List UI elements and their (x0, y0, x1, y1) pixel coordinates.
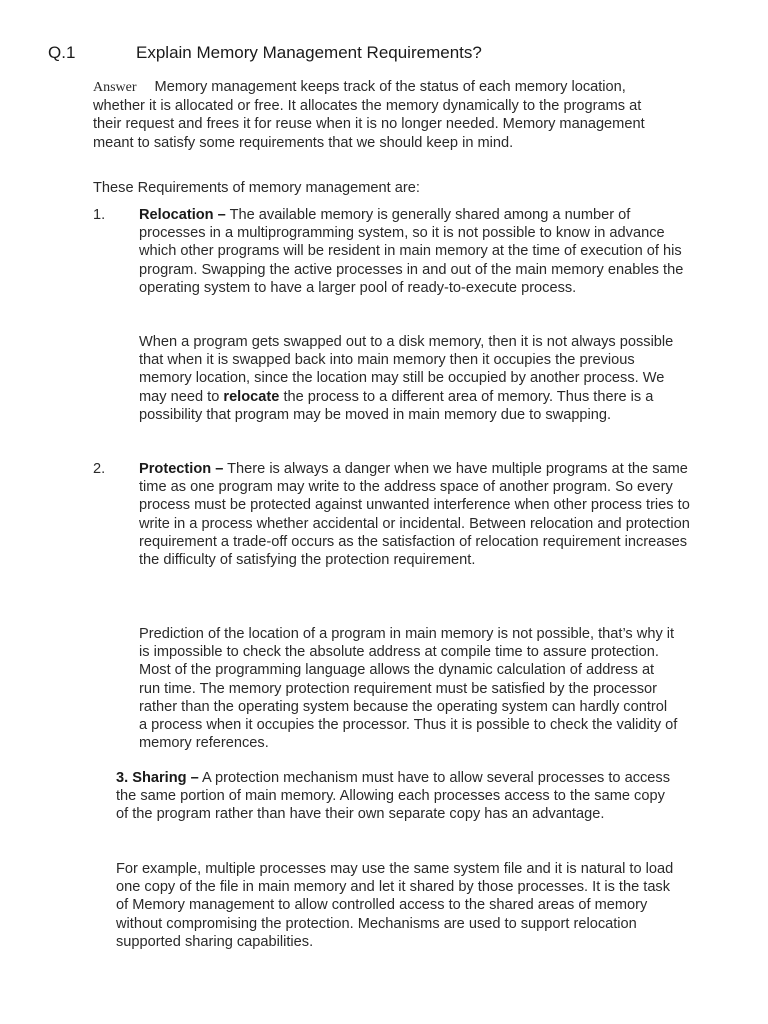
relocation-paragraph-2 (139, 333, 679, 424)
sharing-paragraph-2: For example, multiple processes may use the same system file and it is natural to load one copy of the file in main memory and let it shared by those processes. It is the task of Memory management to allow controlled access to the shared areas of memory without compromising the protection. Mechanisms are used to support relocation supported sharing capabilities. (116, 861, 674, 950)
requirement-item-protection (93, 460, 699, 569)
item-title: Sharing – (132, 770, 199, 786)
item-number: 1. (93, 207, 106, 223)
question-number: Q.1 (48, 43, 76, 62)
answer-label: Answer (93, 80, 137, 95)
item-number: 2. (93, 461, 106, 477)
item-number: 3. (116, 770, 129, 786)
requirement-item-relocation (93, 206, 699, 297)
answer-intro-text: Memory management keeps track of the status of each memory location, whether it is allocated or free. It allocates the memory dynamically to the programs at their request and frees it for reuse when it is no longer needed. Memory management meant to satisfy some requirements that we should keep in mind. (93, 79, 645, 151)
item-title: Relocation – (139, 207, 226, 223)
item-text: There is always a danger when we have multiple programs at the same time as one program may write to the address space of another program. So every process must be protected against unwanted interference when other process tries to write in a process whether accidental or incidental. Between relocation and protection requirement a trade-off occurs as the satisfaction of relocation requirement increases the difficulty of satisfying the protection requirement. (139, 461, 690, 569)
item-text: A protection mechanism must have to allow several processes to access the same portion of main memory. Allowing each processes access to the same copy of the program rather than have their own separate copy has an advantage. (116, 770, 671, 823)
protection-paragraph-2: Prediction of the location of a program in main memory is not possible, that’s why it is impossible to check the absolute address at compile time to assure protection. Most of the programming language allows the dynamic calculation of address at run time. The memory protection requirement must be satisfied by the processor rather than the operating system because the operating system can hardly control a process when it occupies the processor. Thus it is possible to check the validity of memory references. (139, 626, 678, 752)
relocation-p2-after: the process to a different area of memory. Thus there is a possibility that program may be moved in main memory due to swapping. (139, 388, 654, 423)
requirement-item-sharing (116, 769, 676, 824)
item-title: Protection – (139, 461, 224, 477)
question-title: Explain Memory Management Requirements? (136, 43, 482, 62)
relocate-emphasis: relocate (223, 388, 280, 405)
requirements-heading: These Requirements of memory management are: (93, 180, 420, 196)
relocation-p2-before: When a program gets swapped out to a disk memory, then it is not always possible that when it is swapped back into main memory then it occupies the previous memory location, since the location may still be occupied by another process. We may need to (139, 334, 674, 405)
item-text: The available memory is generally shared among a number of processes in a multiprogramming system, so it is not possible to know in advance which other programs will be resident in main memory at the time of execution of his program. Swapping the active processes in and out of the main memory enables the operating system to have a larger pool of ready-to-execute process. (139, 207, 684, 296)
answer-intro-paragraph (93, 78, 673, 152)
